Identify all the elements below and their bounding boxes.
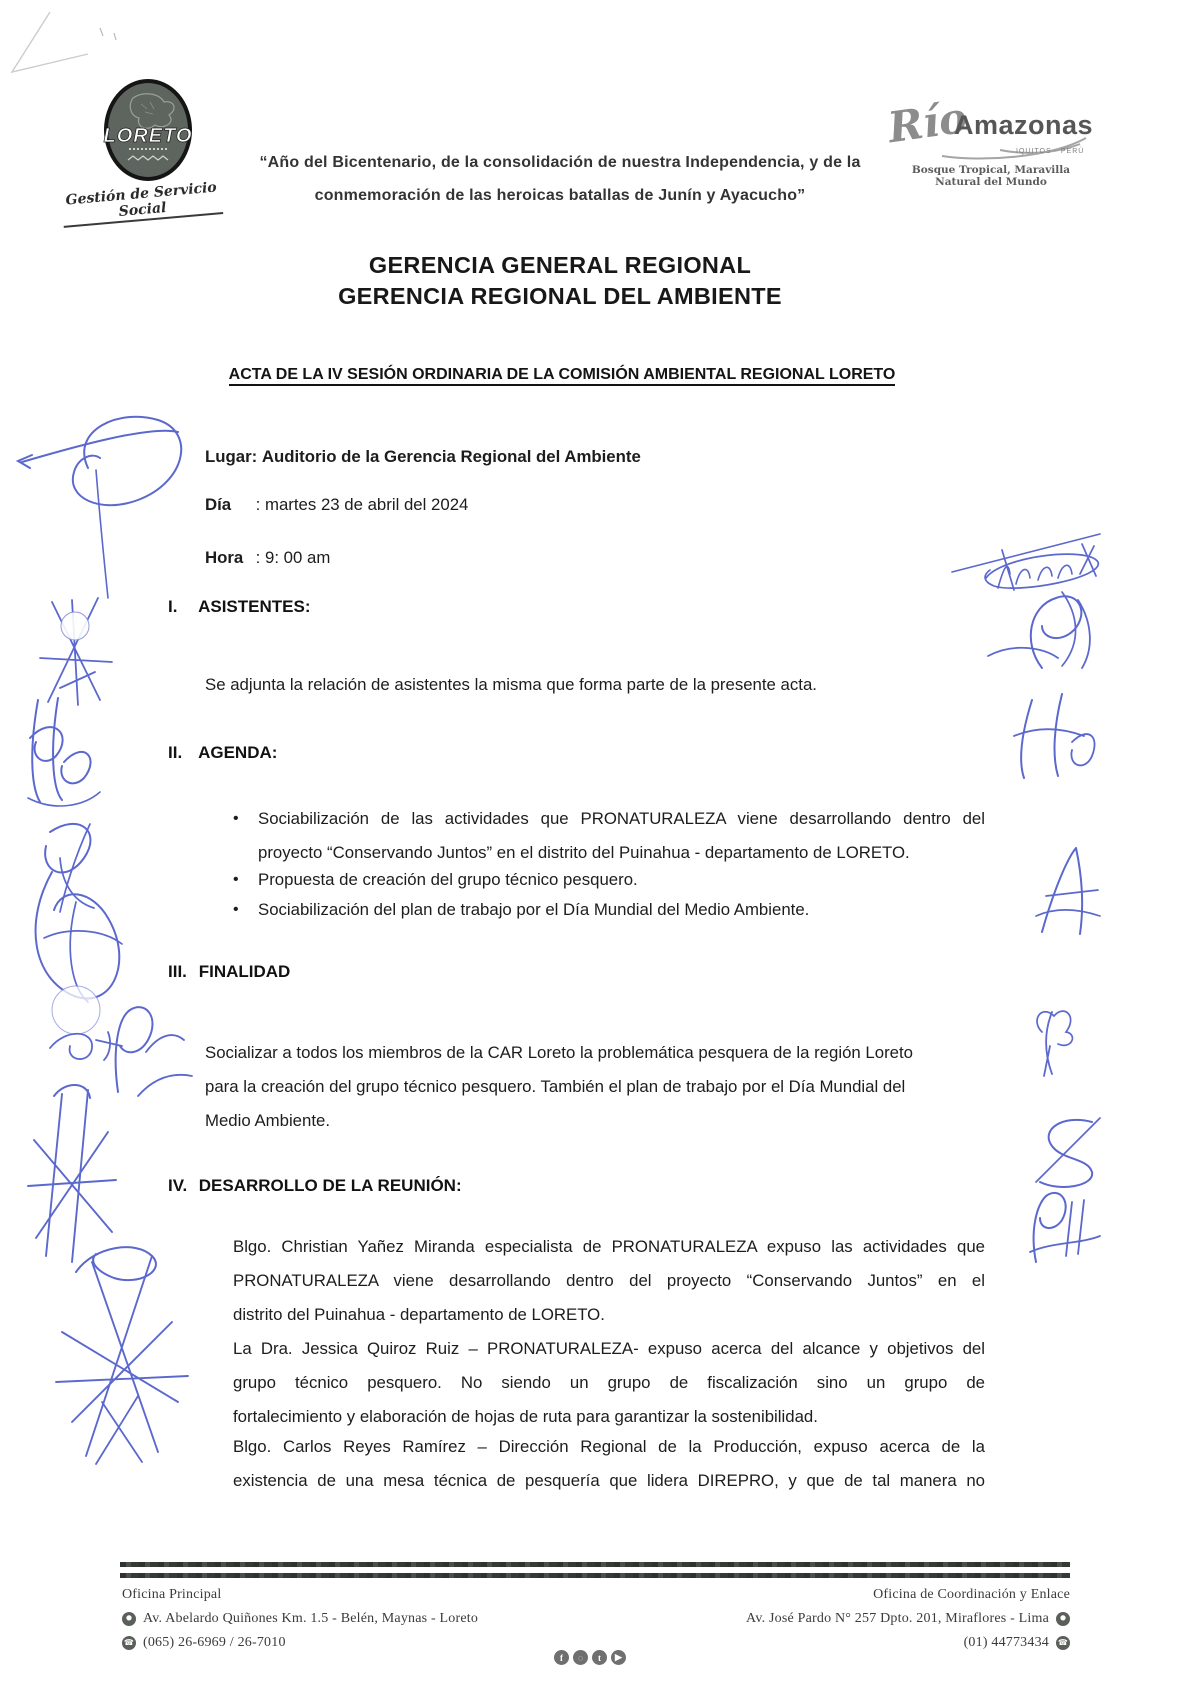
loreto-seal-logo xyxy=(103,78,193,182)
footer-social-icons xyxy=(554,1650,626,1665)
amazonas-text: Amazonas xyxy=(954,110,1094,140)
lugar-value: Auditorio de la Gerencia Regional del Ambiente xyxy=(261,447,641,466)
footer-left-address: Av. Abelardo Quiñones Km. 1.5 - Belén, Maynas - Loreto xyxy=(143,1611,479,1626)
agenda-bullet-2: • Propuesta de creación del grupo técnico pesquero. xyxy=(233,863,985,897)
meta-dia xyxy=(205,495,468,515)
rio-script-text: Río xyxy=(884,92,970,153)
meta-lugar xyxy=(205,447,641,467)
signature-ink-left-3 xyxy=(28,698,100,806)
amazonas-subtext: IQUITOS - PERÚ xyxy=(1016,148,1085,155)
hora-label: Hora xyxy=(205,548,244,567)
bullet-marker: • xyxy=(233,901,239,918)
amazonas-tagline: Bosque Tropical, Maravilla Natural del Mundo xyxy=(911,164,1071,188)
section-asistentes-heading: I. ASISTENTES: xyxy=(168,597,311,616)
location-pin-icon xyxy=(1056,1612,1070,1626)
lugar-label: Lugar: xyxy=(205,447,258,466)
footer-rule-top xyxy=(120,1562,1070,1567)
dia-label: Día xyxy=(205,495,232,514)
signature-ink-left-8 xyxy=(56,1247,188,1464)
title-line2: GERENCIA REGIONAL DEL AMBIENTE xyxy=(338,283,782,309)
facebook-icon: f xyxy=(554,1650,569,1665)
signature-ink-left-4 xyxy=(45,824,94,912)
signature-ink-left-5 xyxy=(36,872,122,1002)
signature-ink-left-7 xyxy=(28,1085,116,1262)
bullet-marker: • xyxy=(233,810,239,827)
telephone-icon: ☎ xyxy=(1056,1636,1070,1650)
footer-right-phone: (01) 44773434 xyxy=(963,1635,1049,1650)
desarrollo-paragraph-2: La Dra. Jessica Quiroz Ruiz – PRONATURALEZA- expuso acerca del alcance y objetivos del grupo técnico pesquero. No siendo un grupo de fiscalización sino un grupo de fortalecimiento y elaboración de hojas de ruta para garantizar la sostenibilidad. xyxy=(233,1339,985,1426)
amazonas-swoosh xyxy=(940,132,1090,162)
desarrollo-paragraph-1: Blgo. Christian Yañez Miranda especialista de PRONATURALEZA expuso las actividades que PRONATURALEZA viene desarrollando dentro del proyecto “Conservando Juntos” en el distrito del Puinahua - departamento de LORETO. xyxy=(233,1237,985,1324)
svg-text:LORETO: LORETO xyxy=(103,125,193,147)
signature-ink-right-4 xyxy=(1036,848,1100,934)
asistentes-paragraph: Se adjunta la relación de asistentes la misma que forma parte de la presente acta. xyxy=(205,675,817,694)
signature-ink-left-2 xyxy=(40,598,112,705)
title-line1: GERENCIA GENERAL REGIONAL xyxy=(368,252,752,278)
header-quote xyxy=(230,146,890,212)
header-quote-line1: “Año del Bicentenario, de la consolidación de nuestra Independencia, y de la xyxy=(259,154,861,171)
youtube-icon: ▶ xyxy=(611,1650,626,1665)
footer-rule-bottom xyxy=(120,1573,1070,1578)
acta-heading: ACTA DE LA IV SESIÓN ORDINARIA DE LA COMISIÓN AMBIENTAL REGIONAL LORETO xyxy=(0,366,1124,384)
section-agenda-heading: II. AGENDA: xyxy=(168,743,278,762)
hora-value: : 9: 00 am xyxy=(255,548,331,567)
telephone-icon: ☎ xyxy=(122,1636,136,1650)
rio-amazonas-logo xyxy=(884,92,1094,196)
footer-right-title: Oficina de Coordinación y Enlace xyxy=(873,1587,1070,1602)
document-title xyxy=(0,250,1120,312)
signature-ink-right-1 xyxy=(952,534,1100,666)
footer-right-address: Av. José Pardo N° 257 Dpto. 201, Miraflores - Lima xyxy=(746,1611,1049,1626)
signature-ink-right-5 xyxy=(1037,1011,1072,1076)
signature-ink-right-3 xyxy=(1014,694,1095,778)
section-finalidad-heading: III. FINALIDAD xyxy=(168,962,291,981)
footer-office-coordination xyxy=(746,1583,1070,1655)
instagram-icon: ◌ xyxy=(573,1650,588,1665)
loreto-logo-tagline: Gestión de Servicio Social xyxy=(61,179,223,228)
header-quote-line2: conmemoración de las heroicas batallas de Junín y Ayacucho” xyxy=(314,187,806,204)
location-pin-icon xyxy=(122,1612,136,1626)
bullet-marker: • xyxy=(233,871,239,888)
signature-ink-right-7 xyxy=(1030,1193,1100,1262)
signature-ink-left-6 xyxy=(50,986,192,1096)
section-desarrollo-heading: IV. DESARROLLO DE LA REUNIÓN: xyxy=(168,1176,462,1195)
twitter-icon: t xyxy=(592,1650,607,1665)
dia-value: : martes 23 de abril del 2024 xyxy=(255,495,469,514)
agenda-bullet-3: • Sociabilización del plan de trabajo por el Día Mundial del Medio Ambiente. xyxy=(233,893,985,927)
signature-ink-right-6 xyxy=(1036,1118,1100,1187)
footer-left-title: Oficina Principal xyxy=(122,1587,222,1602)
signature-ink-right-2 xyxy=(988,596,1090,668)
finalidad-paragraph: Socializar a todos los miembros de la CAR Loreto la problemática pesquera de la región Loreto para la creación del grupo técnico pesquero. También el plan de trabajo por el Día Mundial del Medio Ambiente. xyxy=(205,1043,913,1130)
footer-left-phone: (065) 26-6969 / 26-7010 xyxy=(143,1635,286,1650)
meta-hora xyxy=(205,548,330,568)
agenda-bullet-1: • Sociabilización de las actividades que PRONATURALEZA viene desarrollando dentro del proyecto “Conservando Juntos” en el distrito del Puinahua - departamento de LORETO. xyxy=(233,802,985,870)
signature-ink-left-1 xyxy=(18,417,181,598)
footer-office-main xyxy=(122,1583,478,1655)
desarrollo-paragraph-3: Blgo. Carlos Reyes Ramírez – Dirección Regional de la Producción, expuso acerca de la existencia de una mesa técnica de pesquería que lidera DIREPRO, y que de tal manera no xyxy=(233,1437,985,1490)
